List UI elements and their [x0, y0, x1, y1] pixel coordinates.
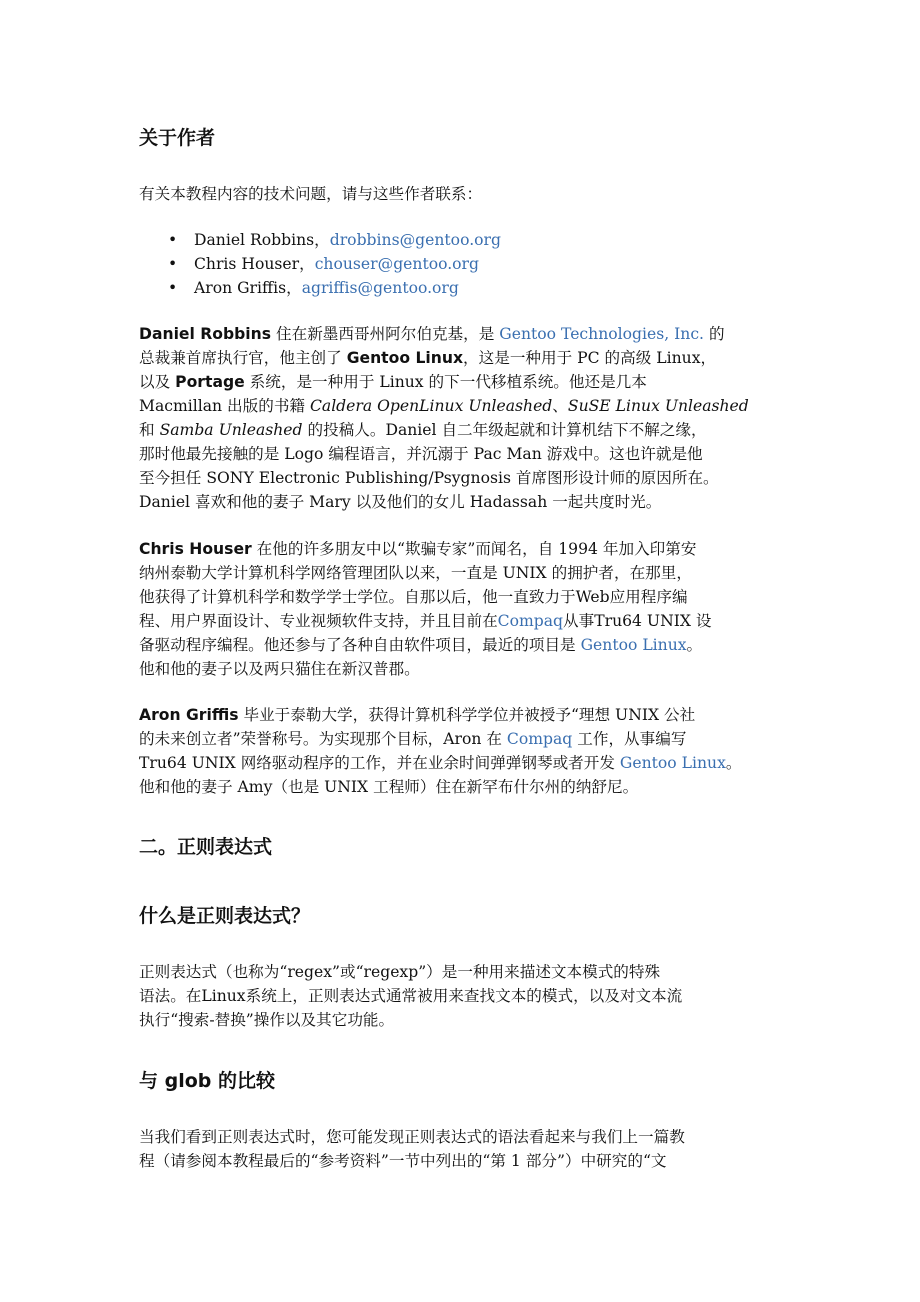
- email-link-drobbins[interactable]: drobbins@gentoo.org: [329, 231, 501, 249]
- bullet-icon: •: [168, 279, 178, 297]
- about-authors-heading: 关于作者: [139, 127, 216, 149]
- glob-comparison-body: 当我们看到正则表达式时，您可能发现正则表达式的语法看起来与我们上一篇教 程（请参阅本教程最后的“参考资料”一节中列出的“第 1 部分”）中研究的“文: [139, 1128, 685, 1170]
- author-name: Daniel Robbins: [139, 325, 272, 343]
- author-name: Aron Griffis: [194, 279, 287, 297]
- author-name: Chris Houser: [194, 255, 300, 273]
- compaq-link[interactable]: Compaq: [506, 730, 573, 748]
- bio-chris: Chris Houser 在他的许多朋友中以“欺骗专家”而闻名，自 1994 年加入印第安 纳州泰勒大学计算机科学网络管理团队以来，一直是 UNIX 的拥护者，在那里， 他获得了计算机科学和数学学士学位。自那以后，他一直致力于Web应用程序编 程、用户界面设计、专业视频软件支持，并且目前在Compaq从事Tru64 UNIX 设 备驱动程序编程。他还参与了各种自由软件项目，最近的项目是 Gentoo Linux。 他和他的妻子以及两只猫住在新汉普郡。: [139, 540, 712, 678]
- book-title: Samba Unleashed: [159, 421, 303, 439]
- gentoo-technologies-link[interactable]: Gentoo Technologies, Inc.: [499, 325, 705, 343]
- glob-comparison-heading: 与 glob 的比较: [139, 1070, 275, 1092]
- list-item: • Chris Houser，chouser@gentoo.org: [139, 252, 809, 276]
- bullet-icon: •: [168, 231, 178, 249]
- gentoo-linux-link[interactable]: Gentoo Linux: [580, 636, 687, 654]
- author-name: Aron Griffis: [139, 706, 239, 724]
- gentoo-linux-link[interactable]: Gentoo Linux: [619, 754, 726, 772]
- bio-daniel: Daniel Robbins 住在新墨西哥州阿尔伯克基，是 Gentoo Technologies, Inc. 的 总裁兼首席执行官，他主创了 Gentoo Linux，这是一种用于 PC 的高级 Linux， 以及 Portage 系统，是一种用于 Linux 的下一代移植系统。他还是几本 Macmillan 出版的书籍 Caldera OpenLinux Unleashed、SuSE Linux Unleashed 和 Samba Unleashed 的投稿人。Daniel 自二年级起就和计算机结下不解之缘， 那时他最先接触的是 Logo 编程语言，并沉溺于 Pac Man 游戏中。这也许就是他 至今担任 SONY Electronic Publishing/Psygnosis 首席图形设计师的原因所在。 Daniel 喜欢和他的妻子 Mary 以及他们的女儿 Hadassah 一起共度时光。: [139, 325, 749, 511]
- author-list: [139, 228, 809, 300]
- email-link-agriffis[interactable]: agriffis@gentoo.org: [301, 279, 459, 297]
- bio-aron: Aron Griffis 毕业于泰勒大学，获得计算机科学学位并被授予“理想 UNIX 公社 的未来创立者”荣誉称号。为实现那个目标，Aron 在 Compaq 工作，从事编写 Tru64 UNIX 网络驱动程序的工作，并在业余时间弹弹钢琴或者开发 Gentoo Linux。 他和他的妻子 Amy（也是 UNIX 工程师）住在新罕布什尔州的纳舒尼。: [139, 706, 742, 796]
- bullet-icon: •: [168, 255, 178, 273]
- email-link-chouser[interactable]: chouser@gentoo.org: [314, 255, 479, 273]
- portage-term: Portage: [175, 373, 245, 391]
- list-item: • Daniel Robbins，drobbins@gentoo.org: [139, 228, 809, 252]
- book-title: Caldera OpenLinux Unleashed: [309, 397, 553, 415]
- section-regex-heading: 二。正则表达式: [139, 836, 273, 858]
- author-name: Chris Houser: [139, 540, 252, 558]
- list-item: • Aron Griffis，agriffis@gentoo.org: [139, 276, 809, 300]
- what-is-regex-heading: 什么是正则表达式？: [139, 905, 311, 927]
- compaq-link[interactable]: Compaq: [497, 612, 564, 630]
- what-is-regex-body: 正则表达式（也称为“regex”或“regexp”）是一种用来描述文本模式的特殊 语法。在Linux系统上，正则表达式通常被用来查找文本的模式，以及对文本流 执行“搜索-替换”操作以及其它功能。: [139, 963, 683, 1029]
- book-title: SuSE Linux Unleashed: [567, 397, 749, 415]
- about-intro: 有关本教程内容的技术问题，请与这些作者联系：: [139, 185, 483, 203]
- author-name: Daniel Robbins: [194, 231, 315, 249]
- gentoo-linux-term: Gentoo Linux: [346, 349, 464, 367]
